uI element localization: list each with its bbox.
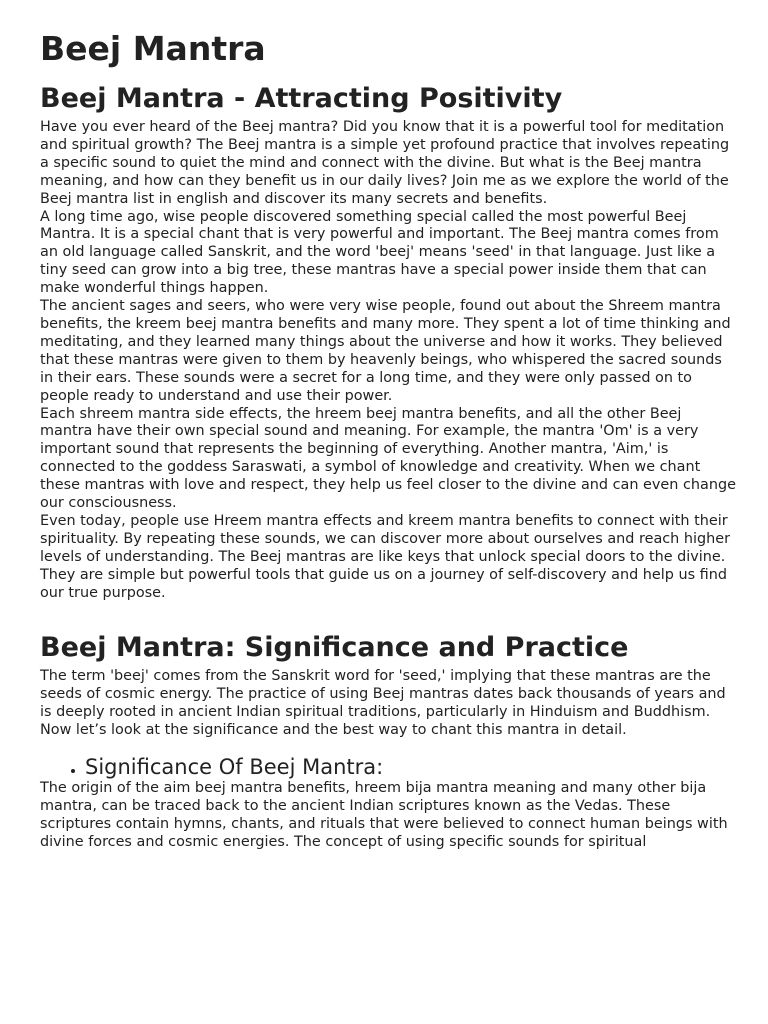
bullet-list [40, 754, 736, 780]
paragraph-sages: The ancient sages and seers, who were very wise people, found out about the Shreem mantra benefits, the kreem beej mantra benefits and many more. They spent a lot of time thinking and meditating, and they learned many things about the universe and how it works. They believed that these mantras were given to them by heavenly beings, who whispered the sacred sounds in their ears. These sounds were a secret for a long time, and they were only passed on to people ready to understand and use their power. [40, 298, 731, 404]
paragraph-origin: The origin of the aim beej mantra benefits, hreem bija mantra meaning and many other bija mantra, can be traced back to the ancient Indian scriptures known as the Vedas. These scriptures contain hymns, chants, and rituals that were believed to connect human beings with divine forces and cosmic energies. The concept of using specific sounds for spiritual [40, 780, 728, 850]
paragraph-history: A long time ago, wise people discovered something special called the most powerful Beej Mantra. It is a special chant that is very powerful and important. The Beej mantra comes from an old language called Sanskrit, and the word 'beej' means 'seed' in that language. Just like a tiny seed can grow into a big tree, these mantras have a special power inside them that can make wonderful things happen. [40, 208, 719, 297]
paragraph-intro: Have you ever heard of the Beej mantra? Did you know that it is a powerful tool for meditation and spiritual growth? The Beej mantra is a simple yet profound practice that involves repeating a specific sound to quiet the mind and connect with the divine. But what is the Beej mantra meaning, and how can they benefit us in our daily lives? Join me as we explore the world of the Beej mantra list in english and discover its many secrets and benefits. [40, 119, 730, 207]
page-title: Beej Mantra [40, 29, 266, 68]
paragraph-today: Even today, people use Hreem mantra effects and kreem mantra benefits to connect with their spirituality. By repeating these sounds, we can discover more about ourselves and reach higher levels of understanding. The Beej mantras are like keys that unlock special doors to the divine. They are simple but powerful tools that guide us on a journey of self-discovery and help us find our true purpose. [40, 512, 731, 601]
paragraph-section-intro: The term 'beej' comes from the Sanskrit word for 'seed,' implying that these mantras are the seeds of cosmic energy. The practice of using Beej mantras dates back thousands of years and is deeply rooted in ancient Indian spiritual traditions, particularly in Hinduism and Buddhism. Now let’s look at the significance and the best way to chant this mantra in detail. [40, 668, 726, 739]
bullet-item-significance: • Significance Of Beej Mantra: [85, 754, 736, 780]
section-title: Beej Mantra: Significance and Practice [40, 632, 629, 664]
paragraph-sounds: Each shreem mantra side effects, the hreem beej mantra benefits, and all the other Beej mantra have their own special sound and meaning. For example, the mantra 'Om' is a very important sound that represents the beginning of everything. Another mantra, 'Aim,' is connected to the goddess Saraswati, a symbol of knowledge and creativity. When we chant these mantras with love and respect, they help us feel closer to the divine and can even change our consciousness. [40, 405, 736, 512]
page-subtitle: Beej Mantra - Attracting Positivity [40, 83, 563, 114]
